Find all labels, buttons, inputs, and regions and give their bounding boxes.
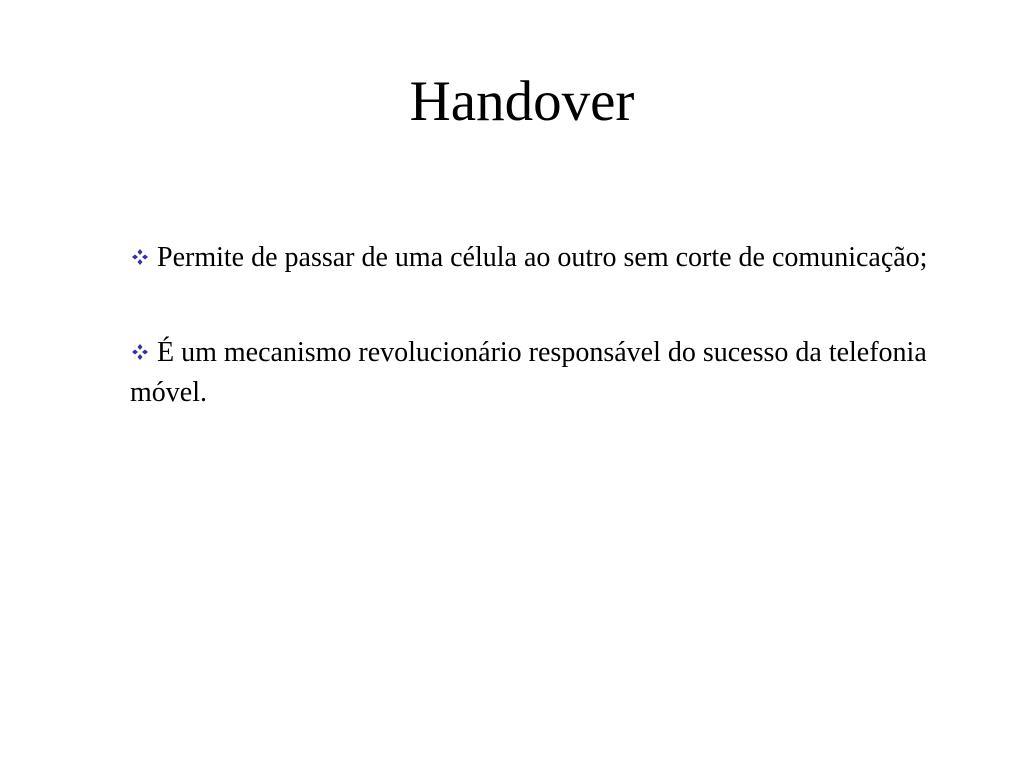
bullet-list xyxy=(130,238,930,468)
bullet-item xyxy=(130,238,930,278)
bullet-text: Permite de passar de uma célula ao outro sem corte de comunicação; xyxy=(157,242,928,273)
slide-title: Handover xyxy=(409,70,635,133)
bullet-text: É um mecanismo revolucionário responsável do sucesso da telefonia móvel. xyxy=(130,337,927,408)
four-diamond-bullet-icon xyxy=(130,247,150,267)
bullet-item xyxy=(130,333,930,413)
four-diamond-bullet-icon xyxy=(130,342,150,362)
